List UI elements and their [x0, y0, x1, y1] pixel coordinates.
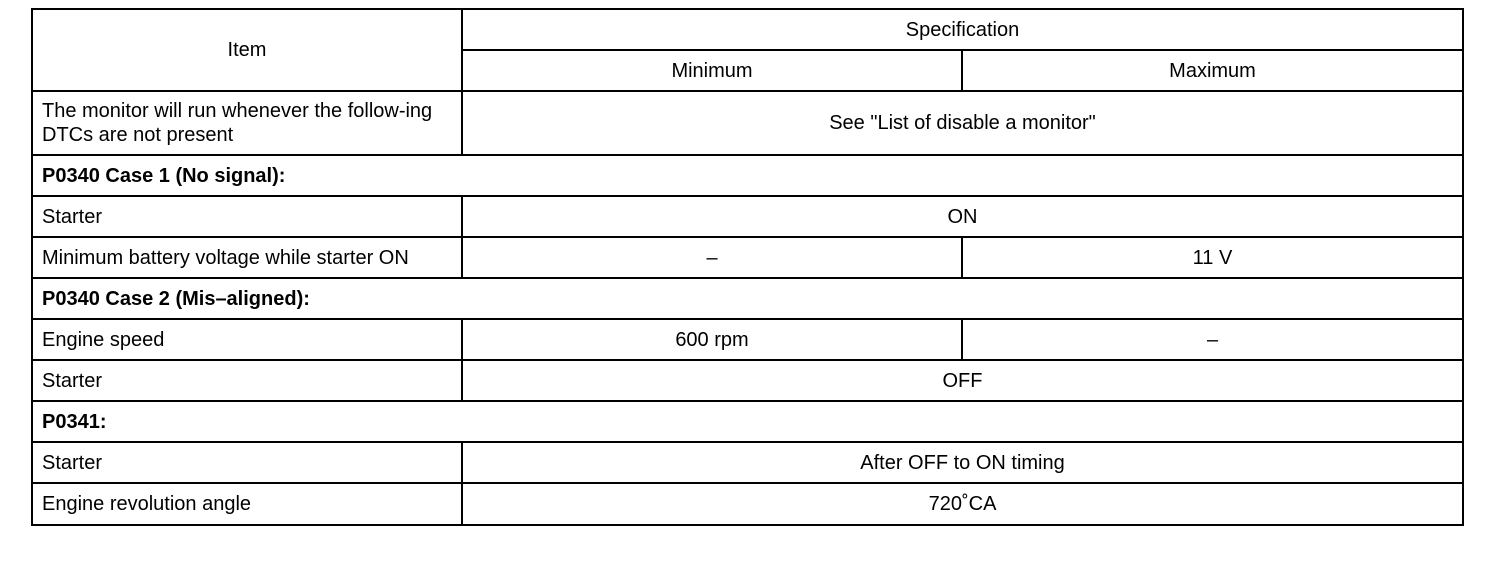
row-max: 11 V: [962, 237, 1463, 278]
section-row: [32, 401, 1463, 442]
row-item: Engine speed: [32, 319, 462, 360]
header-specification: Specification: [462, 9, 1463, 50]
section-row: [32, 278, 1463, 319]
table-row: [32, 483, 1463, 525]
header-item: Item: [32, 9, 462, 91]
row-item: Starter: [32, 196, 462, 237]
row-item: Engine revolution angle: [32, 483, 462, 525]
row-spec: See "List of disable a monitor": [462, 91, 1463, 155]
table-header-row: [32, 9, 1463, 50]
row-spec: OFF: [462, 360, 1463, 401]
header-maximum: Maximum: [962, 50, 1463, 91]
section-row: [32, 155, 1463, 196]
section-title: P0340 Case 1 (No signal):: [32, 155, 1463, 196]
table-row: [32, 319, 1463, 360]
row-item: Starter: [32, 442, 462, 483]
table-row: [32, 237, 1463, 278]
section-title: P0340 Case 2 (Mis–aligned):: [32, 278, 1463, 319]
row-item: Minimum battery voltage while starter ON: [32, 237, 462, 278]
specification-table: [31, 8, 1464, 526]
row-spec: 720˚CA: [462, 483, 1463, 525]
row-item: The monitor will run whenever the follow-ing DTCs are not present: [32, 91, 462, 155]
row-max: –: [962, 319, 1463, 360]
row-item: Starter: [32, 360, 462, 401]
header-minimum: Minimum: [462, 50, 962, 91]
row-spec: ON: [462, 196, 1463, 237]
section-title: P0341:: [32, 401, 1463, 442]
table-row: [32, 360, 1463, 401]
row-spec: After OFF to ON timing: [462, 442, 1463, 483]
table-row: [32, 91, 1463, 155]
table-row: [32, 196, 1463, 237]
row-min: 600 rpm: [462, 319, 962, 360]
table-row: [32, 442, 1463, 483]
row-min: –: [462, 237, 962, 278]
